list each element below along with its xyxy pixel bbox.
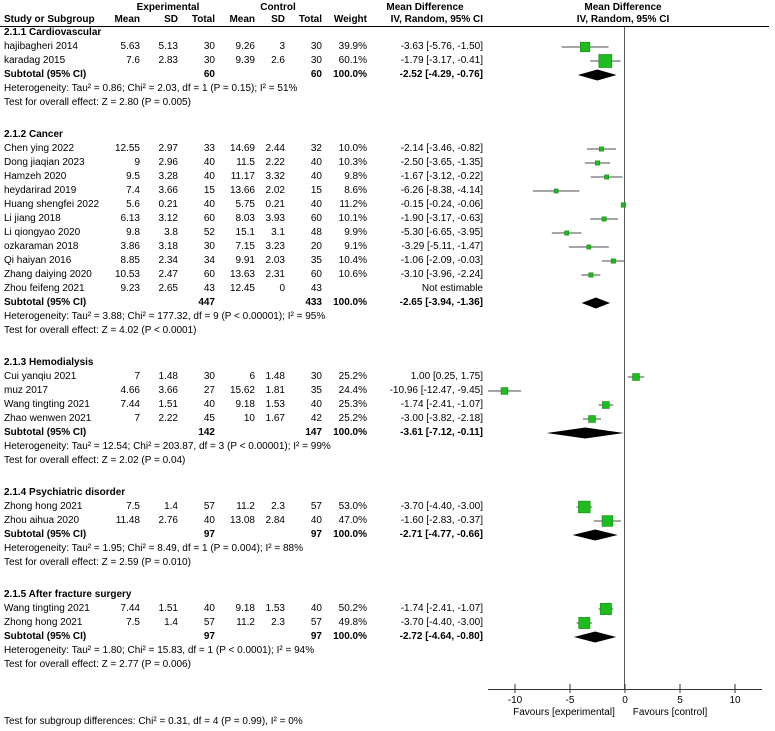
heterogeneity-row [0,644,775,658]
cell-ctrl-sd: 2.84 [265,515,285,526]
cell-ctrl-sd: 2.03 [265,255,285,266]
cell-exp-sd: 3.66 [158,385,178,396]
cell-exp-sd: 2.22 [158,413,178,424]
column-header-weight: Weight [333,14,367,25]
cell-exp-mean: 10.53 [114,269,140,280]
cell-ctrl-total: 48 [310,227,322,238]
section-header-row [0,356,775,370]
cell-exp-sd: 2.76 [158,515,178,526]
subtotal-label: Subtotal (95% CI) [4,427,87,438]
cell-exp-mean: 7 [134,371,140,382]
study-name: ozkaraman 2018 [4,241,79,252]
cell-ctrl-sd: 0 [279,283,285,294]
cell-exp-sd: 1.4 [164,617,178,628]
section-header-label: 2.1.2 Cancer [4,129,63,140]
cell-exp-sd: 2.83 [158,55,178,66]
cell-ctrl-sd: 2.3 [271,501,285,512]
subtotal-row [0,296,775,310]
section-header-row [0,588,775,602]
cell-ctrl-sd: 0.21 [265,199,285,210]
study-row [0,226,775,240]
column-header-iv-random-left: IV, Random, 95% CI [390,14,483,25]
column-header-ctrl-mean: Mean [229,14,255,25]
cell-exp-total: 40 [203,157,215,168]
study-row [0,198,775,212]
cell-exp-total: 15 [203,185,215,196]
cell-exp-sd: 1.48 [158,371,178,382]
cell-ctrl-mean: 9.26 [235,41,255,52]
subgroup-differences-test: Test for subgroup differences: Chi² = 0.31, df = 4 (P = 0.99), I² = 0% [4,716,303,727]
cell-exp-mean: 3.86 [120,241,140,252]
cell-ctrl-mean: 15.1 [235,227,255,238]
overall-effect-text: Test for overall effect: Z = 2.77 (P = 0.006) [4,659,191,670]
study-name: Zhong hong 2021 [4,617,83,628]
cell-ctrl-sd: 2.3 [271,617,285,628]
column-header-ctrl-sd: SD [271,14,285,25]
study-row [0,212,775,226]
cell-ctrl-total: 40 [310,515,322,526]
cell-exp-total: 60 [203,69,215,80]
cell-exp-mean: 7.44 [120,399,140,410]
cell-exp-sd: 3.18 [158,241,178,252]
study-row [0,514,775,528]
cell-exp-total: 40 [203,199,215,210]
heterogeneity-row [0,82,775,96]
heterogeneity-text: Heterogeneity: Tau² = 1.80; Chi² = 15.83, df = 1 (P < 0.0001); I² = 94% [4,645,315,656]
cell-exp-sd: 1.51 [158,399,178,410]
cell-weight: 100.0% [333,529,367,540]
study-name: karadag 2015 [4,55,66,66]
cell-ctrl-total: 57 [310,501,322,512]
overall-effect-row [0,556,775,570]
cell-ctrl-total: 32 [310,143,322,154]
study-row [0,398,775,412]
cell-ci-text: -3.63 [-5.76, -1.50] [400,41,483,52]
cell-exp-mean: 7.5 [126,617,140,628]
cell-ci-text: -1.60 [-2.83, -0.37] [400,515,483,526]
column-header-exp-total: Total [191,14,215,25]
cell-exp-sd: 3.66 [158,185,178,196]
cell-exp-mean: 7 [134,413,140,424]
cell-weight: 10.4% [338,255,367,266]
cell-exp-total: 33 [203,143,215,154]
cell-ctrl-sd: 2.31 [265,269,285,280]
cell-ci-text: -1.67 [-3.12, -0.22] [400,171,483,182]
column-header-study: Study or Subgroup [4,14,95,25]
cell-weight: 60.1% [338,55,367,66]
cell-ctrl-total: 30 [310,55,322,66]
study-row [0,370,775,384]
cell-exp-total: 57 [203,501,215,512]
cell-weight: 8.6% [344,185,367,196]
cell-ctrl-total: 60 [310,69,322,80]
heterogeneity-row [0,310,775,324]
axis-label-favours-control: Favours [control] [632,707,708,718]
cell-ctrl-mean: 5.75 [235,199,255,210]
cell-weight: 47.0% [338,515,367,526]
cell-exp-total: 27 [203,385,215,396]
cell-ctrl-mean: 9.18 [235,603,255,614]
cell-exp-sd: 2.47 [158,269,178,280]
cell-exp-mean: 5.6 [126,199,140,210]
cell-weight: 25.2% [338,413,367,424]
cell-ctrl-total: 60 [310,213,322,224]
cell-exp-total: 40 [203,515,215,526]
study-name: Chen ying 2022 [4,143,75,154]
cell-ctrl-mean: 13.08 [229,515,255,526]
cell-ctrl-total: 30 [310,371,322,382]
heterogeneity-text: Heterogeneity: Tau² = 0.86; Chi² = 2.03, df = 1 (P = 0.15); I² = 51% [4,83,298,94]
study-name: Zhang daiying 2020 [4,269,92,280]
study-name: Li qiongyao 2020 [4,227,81,238]
cell-ctrl-total: 40 [310,171,322,182]
overall-effect-row [0,658,775,672]
study-name: Zhou feifeng 2021 [4,283,85,294]
cell-exp-total: 447 [198,297,215,308]
cell-ctrl-total: 40 [310,199,322,210]
overall-effect-row [0,96,775,110]
axis-tick-label: -10 [507,695,523,706]
column-group-mean-difference-left: Mean Difference [386,2,464,13]
cell-ctrl-mean: 11.17 [230,171,255,182]
study-row [0,268,775,282]
cell-ctrl-mean: 15.62 [229,385,255,396]
column-header-exp-mean: Mean [114,14,140,25]
cell-ci-text: -1.79 [-3.17, -0.41] [400,55,483,66]
cell-ci-text: -3.29 [-5.11, -1.47] [401,241,483,252]
cell-ctrl-sd: 2.44 [265,143,285,154]
cell-exp-mean: 5.63 [120,41,140,52]
section-header-label: 2.1.1 Cardiovascular [4,27,102,38]
cell-weight: 100.0% [333,427,367,438]
cell-ci-text: 1.00 [0.25, 1.75] [410,371,483,382]
subtotal-label: Subtotal (95% CI) [4,631,87,642]
cell-exp-sd: 3.12 [158,213,178,224]
cell-exp-total: 40 [203,603,215,614]
column-header-ctrl-total: Total [298,14,322,25]
cell-ctrl-mean: 9.91 [235,255,255,266]
study-name: Qi haiyan 2016 [4,255,72,266]
cell-ctrl-mean: 12.45 [229,283,255,294]
cell-ctrl-mean: 9.18 [235,399,255,410]
cell-ci-text: -1.90 [-3.17, -0.63] [400,213,483,224]
cell-exp-total: 30 [203,41,215,52]
cell-weight: 10.0% [338,143,367,154]
cell-exp-total: 45 [203,413,215,424]
cell-ctrl-mean: 11.2 [236,617,255,628]
cell-exp-total: 40 [203,171,215,182]
cell-ci-text: -2.52 [-4.29, -0.76] [399,69,483,80]
cell-ci-text: -3.70 [-4.40, -3.00] [400,501,483,512]
cell-ctrl-total: 57 [310,617,322,628]
cell-exp-total: 30 [203,55,215,66]
cell-ci-text: -2.50 [-3.65, -1.35] [400,157,483,168]
cell-exp-total: 97 [203,529,215,540]
column-group-control: Control [260,2,296,13]
section-header-label: 2.1.3 Hemodialysis [4,357,94,368]
heterogeneity-row [0,542,775,556]
heterogeneity-text: Heterogeneity: Tau² = 1.95; Chi² = 8.49, df = 1 (P = 0.004); I² = 88% [4,543,303,554]
cell-exp-sd: 3.8 [164,227,178,238]
study-name: Li jiang 2018 [4,213,61,224]
cell-exp-mean: 9 [134,157,140,168]
cell-ctrl-mean: 11.5 [236,157,255,168]
cell-ctrl-total: 433 [305,297,322,308]
cell-ctrl-mean: 11.2 [236,501,255,512]
cell-ctrl-total: 40 [310,603,322,614]
cell-ctrl-sd: 1.81 [265,385,285,396]
overall-effect-row [0,324,775,338]
column-header-iv-random-right: IV, Random, 95% CI [576,14,670,25]
cell-weight: 25.2% [338,371,367,382]
cell-exp-sd: 2.97 [158,143,178,154]
study-row [0,384,775,398]
cell-ctrl-mean: 8.03 [235,213,255,224]
cell-ctrl-sd: 2.02 [265,185,285,196]
cell-ci-text: -2.65 [-3.94, -1.36] [399,297,483,308]
cell-ctrl-sd: 3.32 [265,171,285,182]
cell-ctrl-mean: 13.66 [229,185,255,196]
cell-exp-mean: 7.4 [126,185,140,196]
cell-exp-mean: 6.13 [120,213,140,224]
heterogeneity-text: Heterogeneity: Tau² = 3.88; Chi² = 177.32, df = 9 (P < 0.00001); I² = 95% [4,311,326,322]
cell-weight: 100.0% [333,297,367,308]
cell-weight: 10.1% [338,213,367,224]
cell-exp-total: 57 [203,617,215,628]
heterogeneity-text: Heterogeneity: Tau² = 12.54; Chi² = 203.87, df = 3 (P < 0.00001); I² = 99% [4,441,331,452]
overall-effect-text: Test for overall effect: Z = 2.80 (P = 0.005) [4,97,191,108]
cell-ctrl-sd: 1.53 [265,603,285,614]
cell-exp-total: 40 [203,399,215,410]
cell-weight: 10.6% [338,269,367,280]
cell-ctrl-sd: 3 [279,41,285,52]
section-header-row [0,486,775,500]
cell-ctrl-sd: 2.6 [271,55,285,66]
axis-label-favours-experimental: Favours [experimental] [513,707,615,718]
study-name: Zhou aihua 2020 [4,515,80,526]
cell-ctrl-sd: 3.23 [265,241,285,252]
cell-ctrl-total: 42 [310,413,322,424]
study-row [0,142,775,156]
study-name: Zhao wenwen 2021 [4,413,92,424]
section-header-label: 2.1.5 After fracture surgery [4,589,132,600]
cell-weight: 9.1% [344,241,367,252]
cell-ci-text: Not estimable [421,283,483,294]
cell-ci-text: -2.71 [-4.77, -0.66] [399,529,483,540]
cell-exp-sd: 2.96 [158,157,178,168]
cell-ctrl-sd: 1.48 [265,371,285,382]
cell-ci-text: -3.61 [-7.12, -0.11] [400,427,483,438]
subtotal-row [0,68,775,82]
cell-weight: 11.2% [339,199,367,210]
cell-weight: 53.0% [338,501,367,512]
cell-ctrl-total: 15 [310,185,322,196]
study-name: Hamzeh 2020 [4,171,67,182]
study-name: Cui yanqiu 2021 [4,371,77,382]
overall-effect-text: Test for overall effect: Z = 2.59 (P = 0.010) [4,557,191,568]
cell-exp-mean: 7.44 [120,603,140,614]
study-row [0,602,775,616]
cell-exp-sd: 2.34 [158,255,178,266]
axis-tick-label: 10 [729,695,741,706]
study-row [0,40,775,54]
subtotal-row [0,630,775,644]
cell-weight: 39.9% [338,41,367,52]
cell-ci-text: -2.72 [-4.64, -0.80] [399,631,483,642]
cell-ctrl-mean: 6 [249,371,255,382]
study-row [0,254,775,268]
cell-ctrl-total: 60 [310,269,322,280]
column-group-experimental: Experimental [136,2,200,13]
subtotal-row [0,426,775,440]
cell-ci-text: -5.30 [-6.65, -3.95] [400,227,483,238]
cell-weight: 24.4% [338,385,367,396]
subtotal-row [0,528,775,542]
column-group-mean-difference-right: Mean Difference [584,2,662,13]
cell-exp-total: 52 [203,227,215,238]
cell-ci-text: -0.15 [-0.24, -0.06] [400,199,483,210]
cell-exp-total: 43 [203,283,215,294]
cell-exp-sd: 0.21 [158,199,178,210]
study-name: Wang tingting 2021 [4,399,90,410]
column-header-exp-sd: SD [164,14,178,25]
cell-exp-mean: 8.85 [120,255,140,266]
study-name: Wang tingting 2021 [4,603,90,614]
cell-exp-mean: 12.55 [114,143,140,154]
cell-ctrl-total: 35 [310,255,322,266]
study-row [0,170,775,184]
cell-exp-mean: 9.5 [126,171,140,182]
section-header-row [0,26,775,40]
subtotal-label: Subtotal (95% CI) [4,529,87,540]
cell-exp-sd: 1.4 [164,501,178,512]
study-name: muz 2017 [4,385,48,396]
study-name: Zhong hong 2021 [4,501,83,512]
section-header-label: 2.1.4 Psychiatric disorder [4,487,126,498]
study-name: Dong jiaqian 2023 [4,157,85,168]
cell-ctrl-total: 43 [310,283,322,294]
study-row [0,412,775,426]
cell-ctrl-total: 97 [310,529,322,540]
study-row [0,54,775,68]
cell-exp-sd: 5.13 [158,41,178,52]
study-name: Huang shengfei 2022 [4,199,100,210]
axis-tick-label: 0 [622,695,628,706]
subtotal-label: Subtotal (95% CI) [4,297,87,308]
cell-ctrl-sd: 1.67 [265,413,285,424]
cell-weight: 50.2% [338,603,367,614]
cell-ctrl-mean: 7.15 [235,241,255,252]
cell-weight: 100.0% [333,69,367,80]
cell-ci-text: -1.06 [-2.09, -0.03] [400,255,483,266]
heterogeneity-row [0,440,775,454]
study-row [0,184,775,198]
cell-weight: 9.9% [344,227,367,238]
cell-exp-mean: 9.8 [126,227,140,238]
cell-ctrl-mean: 14.69 [229,143,255,154]
cell-exp-total: 34 [203,255,215,266]
cell-ci-text: -2.14 [-3.46, -0.82] [400,143,483,154]
cell-exp-total: 97 [203,631,215,642]
axis-tick-label: -5 [565,695,575,706]
cell-exp-sd: 2.65 [158,283,178,294]
cell-exp-total: 30 [203,241,215,252]
overall-effect-text: Test for overall effect: Z = 2.02 (P = 0.04) [4,455,186,466]
cell-ctrl-total: 147 [305,427,322,438]
subtotal-label: Subtotal (95% CI) [4,69,87,80]
cell-ctrl-total: 30 [310,41,322,52]
study-row [0,500,775,514]
cell-ctrl-total: 20 [310,241,322,252]
cell-exp-mean: 9.23 [120,283,140,294]
cell-exp-total: 60 [203,269,215,280]
cell-exp-mean: 7.5 [126,501,140,512]
cell-ctrl-sd: 3.93 [265,213,285,224]
cell-exp-total: 142 [198,427,215,438]
cell-ci-text: -6.26 [-8.38, -4.14] [400,185,483,196]
cell-ci-text: -1.74 [-2.41, -1.07] [400,399,483,410]
cell-weight: 9.8% [344,171,367,182]
cell-exp-sd: 3.28 [158,171,178,182]
cell-ctrl-sd: 1.53 [265,399,285,410]
cell-ci-text: -10.96 [-12.47, -9.45] [389,385,483,396]
overall-effect-text: Test for overall effect: Z = 4.02 (P < 0.0001) [4,325,197,336]
section-header-row [0,128,775,142]
cell-exp-mean: 4.66 [120,385,140,396]
cell-exp-total: 30 [203,371,215,382]
cell-exp-total: 60 [203,213,215,224]
cell-ci-text: -3.00 [-3.82, -2.18] [400,413,483,424]
cell-ci-text: -1.74 [-2.41, -1.07] [400,603,483,614]
cell-ctrl-mean: 13.63 [229,269,255,280]
cell-exp-sd: 1.51 [158,603,178,614]
cell-ctrl-total: 97 [310,631,322,642]
study-row [0,616,775,630]
cell-ctrl-mean: 10 [243,413,255,424]
study-row [0,240,775,254]
study-name: heydarirad 2019 [4,185,77,196]
study-name: hajibagheri 2014 [4,41,78,52]
cell-ci-text: -3.10 [-3.96, -2.24] [400,269,483,280]
study-row [0,156,775,170]
cell-weight: 25.3% [338,399,367,410]
cell-ctrl-mean: 9.39 [235,55,255,66]
cell-weight: 100.0% [333,631,367,642]
cell-ctrl-total: 35 [310,385,322,396]
axis-tick-label: 5 [677,695,683,706]
study-row [0,282,775,296]
cell-ctrl-sd: 2.22 [265,157,285,168]
cell-exp-mean: 7.6 [126,55,140,66]
cell-ctrl-sd: 3.1 [271,227,285,238]
cell-weight: 49.8% [338,617,367,628]
overall-effect-row [0,454,775,468]
cell-ctrl-total: 40 [310,399,322,410]
cell-exp-mean: 11.48 [115,515,140,526]
cell-weight: 10.3% [338,157,367,168]
cell-ci-text: -3.70 [-4.40, -3.00] [400,617,483,628]
cell-ctrl-total: 40 [310,157,322,168]
